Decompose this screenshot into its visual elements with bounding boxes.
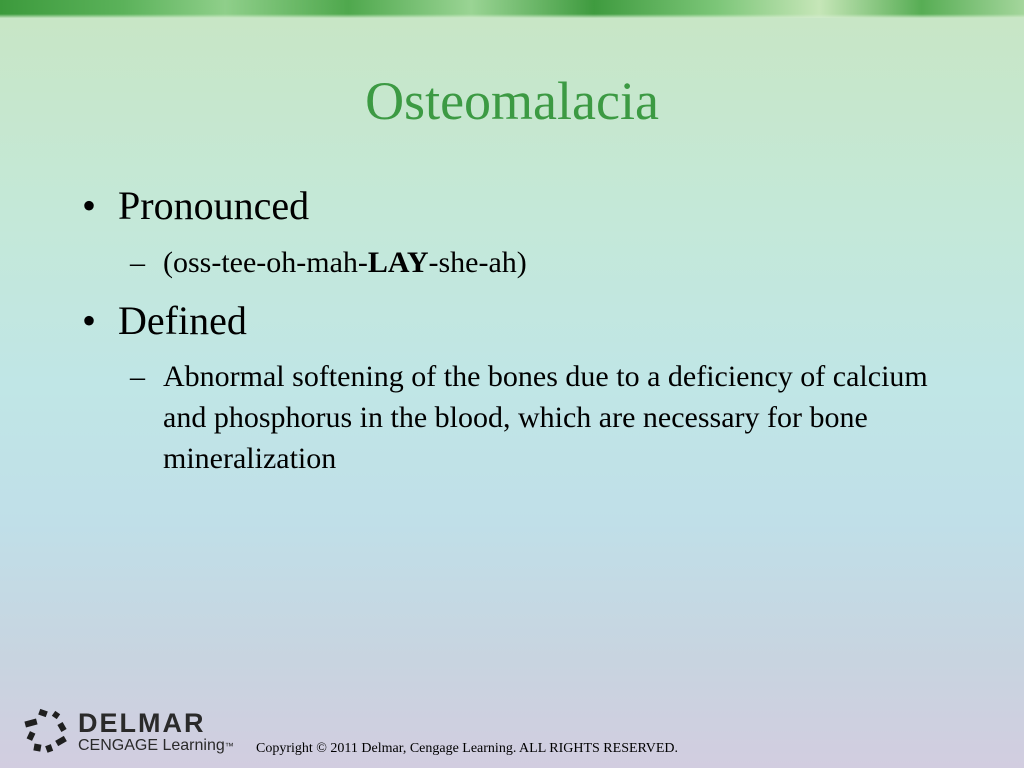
sub-bullet-marker: – bbox=[130, 360, 145, 393]
definition-text: Abnormal softening of the bones due to a deficiency of calcium and phosphorus in the blood, which are necessary for bone mineralization bbox=[163, 360, 928, 475]
copyright-notice: Copyright © 2011 Delmar, Cengage Learning. ALL RIGHTS RESERVED. bbox=[256, 741, 679, 756]
bullet-defined bbox=[82, 297, 247, 345]
sub-bullet-pronunciation bbox=[130, 242, 930, 283]
pronunciation-stress: LAY bbox=[367, 246, 429, 279]
bullet-marker: • bbox=[82, 298, 97, 343]
pronunciation-text bbox=[163, 242, 930, 283]
sub-bullet-marker: – bbox=[130, 246, 145, 279]
pronunciation-part: (oss-tee-oh-mah- bbox=[163, 246, 368, 279]
bullet-label: Defined bbox=[118, 298, 247, 343]
pronunciation-part: -she-ah) bbox=[428, 246, 527, 279]
trademark-symbol: ™ bbox=[224, 741, 234, 751]
bullet-label: Pronounced bbox=[118, 183, 310, 228]
bullet-marker: • bbox=[82, 183, 97, 228]
logo-wordmark-delmar: DELMAR bbox=[78, 708, 206, 738]
logo-wordmark-cengage bbox=[78, 736, 234, 756]
bullet-pronounced bbox=[82, 182, 309, 230]
slide-title: Osteomalacia bbox=[365, 71, 659, 131]
delmar-cengage-logo-icon bbox=[22, 708, 68, 754]
top-decorative-band bbox=[0, 0, 1024, 18]
delmar-cengage-logo bbox=[22, 708, 252, 756]
logo-wordmark-text: CENGAGE Learning bbox=[78, 737, 225, 754]
sub-bullet-definition bbox=[130, 356, 930, 479]
